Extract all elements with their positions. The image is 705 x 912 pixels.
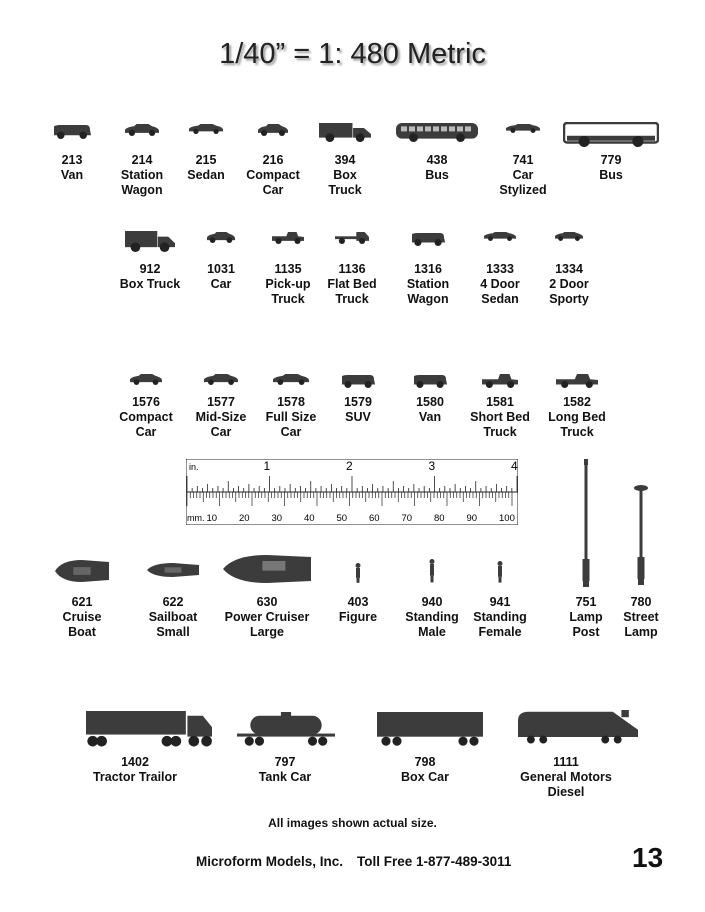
mm-tick-label: 100 bbox=[499, 513, 515, 524]
tractor-trailer-icon bbox=[85, 710, 185, 748]
mm-tick-label: 90 bbox=[466, 513, 478, 524]
model-name-line: Car bbox=[210, 277, 232, 291]
inch-label: in. bbox=[189, 462, 199, 472]
model-name-line: Bus bbox=[599, 168, 623, 182]
model-number: 751 bbox=[575, 595, 597, 609]
model-name-line: Box Car bbox=[401, 770, 449, 784]
model-label bbox=[387, 153, 487, 183]
model-name-line: Standing bbox=[473, 610, 527, 624]
model-name-line: Wagon bbox=[121, 183, 163, 197]
model-name-line: Compact bbox=[119, 410, 173, 424]
model-name-line: Car bbox=[135, 425, 157, 439]
model-name-line: Truck bbox=[560, 425, 594, 439]
inch-tick-label: 2 bbox=[346, 459, 353, 473]
footer bbox=[196, 854, 511, 869]
mm-tick-label: 80 bbox=[434, 513, 445, 524]
model-label bbox=[561, 153, 661, 183]
model-label bbox=[516, 755, 616, 800]
model-name-line: Van bbox=[60, 168, 84, 182]
model-name-line: Car bbox=[280, 425, 302, 439]
model-name-line: Flat Bed bbox=[327, 277, 377, 291]
tank-car-icon bbox=[235, 710, 335, 748]
lamp-post-icon bbox=[577, 459, 595, 592]
model-name-line: Tank Car bbox=[258, 770, 312, 784]
model-name-line: Sporty bbox=[549, 292, 589, 306]
footnote: All images shown actual size. bbox=[268, 816, 437, 830]
phone-number: Toll Free 1-877-489-3011 bbox=[357, 854, 512, 869]
model-label bbox=[519, 262, 619, 307]
model-number: 1136 bbox=[338, 262, 366, 276]
model-name-line: Box Truck bbox=[119, 277, 181, 291]
model-label bbox=[32, 595, 132, 640]
model-number: 630 bbox=[256, 595, 278, 609]
model-number: 438 bbox=[426, 153, 448, 167]
model-label bbox=[217, 595, 317, 640]
mm-tick-label: 20 bbox=[239, 513, 250, 524]
model-name-line: Sedan bbox=[481, 292, 519, 306]
model-name-line: Full Size bbox=[265, 410, 317, 424]
model-number: 1577 bbox=[207, 395, 235, 409]
model-name-line: Figure bbox=[338, 610, 378, 624]
model-label bbox=[527, 395, 627, 440]
model-name-line: Lamp bbox=[624, 625, 658, 639]
inch-tick-label: 1 bbox=[263, 459, 271, 473]
model-label bbox=[375, 755, 475, 785]
model-name-line: Truck bbox=[335, 292, 369, 306]
model-name-line: Car bbox=[262, 183, 284, 197]
model-number: 1333 bbox=[486, 262, 514, 276]
mm-tick-label: 40 bbox=[304, 513, 315, 524]
model-name-line: 4 Door bbox=[480, 277, 520, 291]
model-number: 216 bbox=[262, 153, 284, 167]
model-name-line: Lamp bbox=[569, 610, 603, 624]
inch-tick-label: 3 bbox=[428, 459, 436, 473]
model-name-line: General Motors Diesel bbox=[520, 770, 612, 799]
sports-car-icon bbox=[519, 230, 619, 241]
page-title: 1/40” = 1: 480 Metric bbox=[219, 38, 486, 70]
model-name-line: Sailboat bbox=[148, 610, 198, 624]
model-number: 621 bbox=[71, 595, 93, 609]
model-label bbox=[450, 595, 550, 640]
model-number: 1111 bbox=[553, 755, 579, 769]
model-name-line: Mid-Size bbox=[195, 410, 247, 424]
model-name-line: Male bbox=[418, 625, 446, 639]
model-number: 1135 bbox=[274, 262, 302, 276]
model-name-line: Car bbox=[512, 168, 534, 182]
model-name-line: Pick-up bbox=[265, 277, 311, 291]
model-number: 941 bbox=[489, 595, 511, 609]
model-number: 622 bbox=[162, 595, 184, 609]
model-name-line: Stylized bbox=[499, 183, 547, 197]
model-name-line: Truck bbox=[271, 292, 305, 306]
model-name-line: SUV bbox=[345, 410, 371, 424]
stylized-car-icon bbox=[473, 122, 573, 133]
model-number: 1334 bbox=[555, 262, 583, 276]
box-car-icon bbox=[375, 710, 475, 748]
bus-icon bbox=[561, 122, 661, 147]
model-number: 394 bbox=[334, 153, 356, 167]
model-number: 779 bbox=[600, 153, 622, 167]
mm-tick-label: 60 bbox=[369, 513, 380, 524]
scale-ruler bbox=[186, 459, 518, 525]
model-name-line: Sedan bbox=[187, 168, 225, 182]
page-number: 13 bbox=[632, 842, 664, 873]
boat-icon bbox=[32, 558, 132, 584]
mm-tick-label: 10 bbox=[206, 513, 218, 524]
model-label bbox=[591, 595, 691, 640]
model-number: 780 bbox=[630, 595, 652, 609]
mm-tick-label: 70 bbox=[401, 513, 413, 524]
model-number: 940 bbox=[421, 595, 443, 609]
model-number: 1581 bbox=[486, 395, 514, 409]
model-name-line: Tractor Trailor bbox=[92, 770, 178, 784]
power-cruiser-icon bbox=[217, 553, 317, 585]
model-number: 213 bbox=[61, 153, 83, 167]
model-name-line: Station bbox=[120, 168, 164, 182]
model-number: 1579 bbox=[344, 395, 372, 409]
mm-tick-label: 50 bbox=[336, 513, 348, 524]
sailboat-icon bbox=[123, 561, 223, 579]
model-label bbox=[235, 755, 335, 785]
model-number: 215 bbox=[195, 153, 217, 167]
mm-label: mm. bbox=[187, 513, 205, 523]
model-number: 1402 bbox=[121, 755, 149, 769]
bus-icon bbox=[387, 122, 487, 142]
company-name: Microform Models, Inc. bbox=[196, 854, 344, 869]
figure-icon bbox=[450, 561, 550, 585]
mm-tick-label: 30 bbox=[271, 513, 283, 524]
model-name-line: 2 Door bbox=[549, 277, 589, 291]
model-name-line: Wagon bbox=[407, 292, 449, 306]
model-name-line: Van bbox=[418, 410, 442, 424]
model-name-line: Station bbox=[406, 277, 450, 291]
model-label bbox=[85, 755, 185, 785]
model-number: 1578 bbox=[277, 395, 305, 409]
model-name-line: Small bbox=[156, 625, 190, 639]
model-number: 1582 bbox=[563, 395, 591, 409]
model-name-line: Standing bbox=[405, 610, 459, 624]
model-name-line: Cruise bbox=[62, 610, 102, 624]
model-label bbox=[473, 153, 573, 198]
model-name-line: Large bbox=[249, 625, 285, 639]
model-label bbox=[123, 595, 223, 640]
model-number: 1316 bbox=[414, 262, 442, 276]
model-number: 1576 bbox=[132, 395, 160, 409]
model-name-line: Box bbox=[333, 168, 357, 182]
model-name-line: Bus bbox=[425, 168, 449, 182]
model-number: 797 bbox=[274, 755, 296, 769]
model-number: 798 bbox=[414, 755, 436, 769]
model-name-line: Long Bed bbox=[548, 410, 606, 424]
model-name-line: Short Bed bbox=[470, 410, 530, 424]
model-name-line: Female bbox=[478, 625, 522, 639]
model-name-line: Car bbox=[210, 425, 232, 439]
model-number: 741 bbox=[512, 153, 534, 167]
box-truck-icon bbox=[295, 122, 395, 142]
model-number: 1031 bbox=[207, 262, 235, 276]
model-number: 214 bbox=[131, 153, 153, 167]
street-lamp-icon bbox=[632, 485, 650, 590]
model-label bbox=[295, 153, 395, 198]
model-number: 912 bbox=[139, 262, 161, 276]
model-number: 403 bbox=[347, 595, 369, 609]
model-name-line: Compact bbox=[246, 168, 300, 182]
inch-tick-label: 4 bbox=[511, 459, 518, 473]
model-name-line: Truck bbox=[483, 425, 517, 439]
pickup-truck-icon bbox=[527, 372, 627, 388]
model-name-line: Post bbox=[572, 625, 600, 639]
model-name-line: Truck bbox=[328, 183, 362, 197]
model-name-line: Boat bbox=[68, 625, 96, 639]
locomotive-icon bbox=[516, 710, 616, 746]
model-name-line: Power Cruiser bbox=[224, 610, 310, 624]
model-name-line: Street bbox=[623, 610, 659, 624]
model-number: 1580 bbox=[416, 395, 444, 409]
